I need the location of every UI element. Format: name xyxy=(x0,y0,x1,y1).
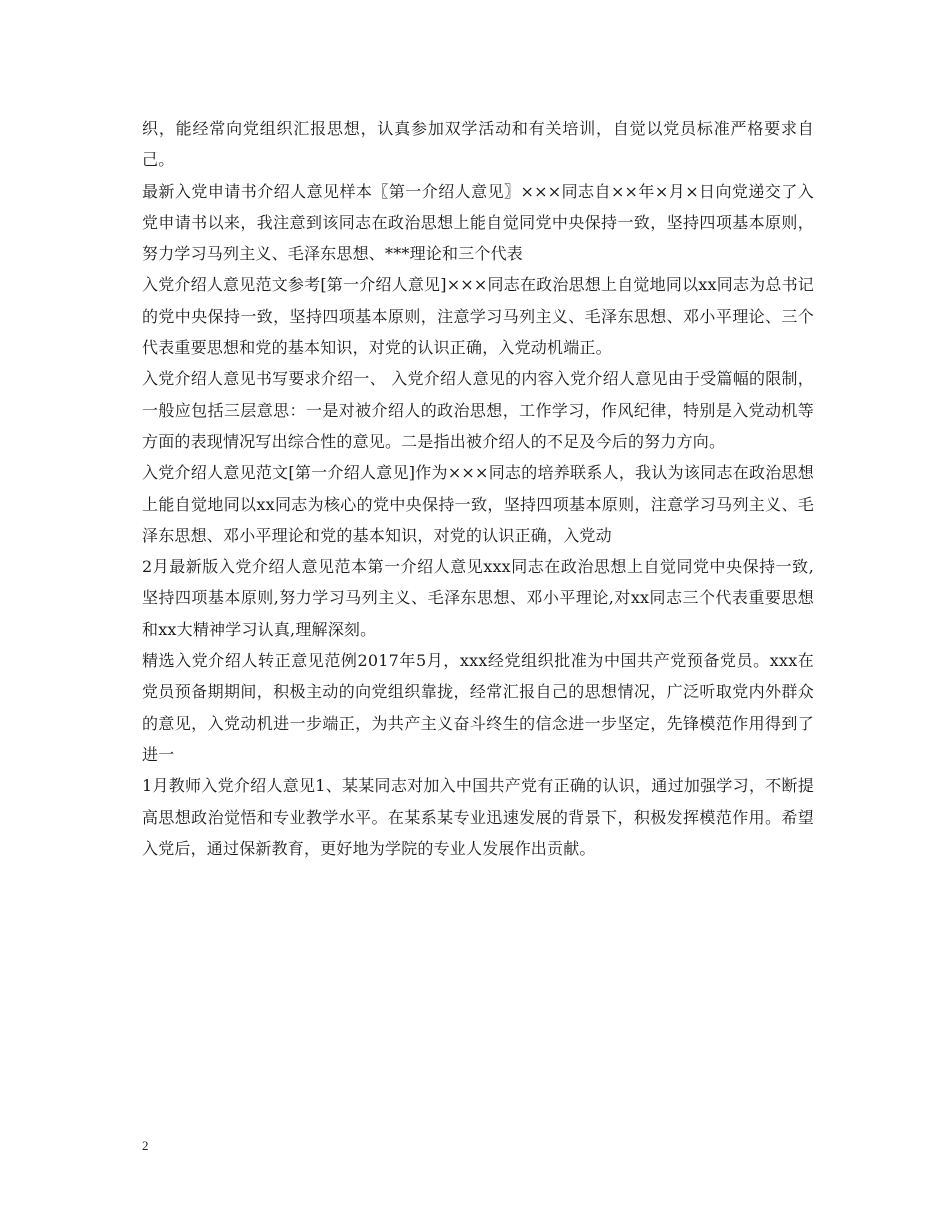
page-number: 2 xyxy=(142,1138,149,1153)
paragraph-1: 织，能经常向党组织汇报思想，认真参加双学活动和有关培训，自觉以党员标准严格要求自己。 xyxy=(142,119,814,170)
paragraph-4: 入党介绍人意见书写要求介绍一、 入党介绍人意见的内容入党介绍人意见由于受篇幅的限制，一般应包括三层意思：一是对被介绍人的政治思想，工作学习，作风纪律，特别是入党动机等方面的表现情况写出综合性的意见。二是指出被介绍人的不足及今后的努力方向。 xyxy=(142,369,814,451)
paragraph-6: 2月最新版入党介绍人意见范本第一介绍人意见xxx同志在政治思想上自觉同党中央保持一致,坚持四项基本原则,努力学习马列主义、毛泽东思想、邓小平理论,对xx同志三个代表重要思想和xx大精神学习认真,理解深刻。 xyxy=(142,557,814,639)
document-body xyxy=(142,113,814,864)
paragraph-5: 入党介绍人意见范文[第一介绍人意见]作为×××同志的培养联系人，我认为该同志在政治思想上能自觉地同以xx同志为核心的党中央保持一致，坚持四项基本原则，注意学习马列主义、毛泽东思想、邓小平理论和党的基本知识，对党的认识正确，入党动 xyxy=(142,463,814,545)
paragraph-2: 最新入党申请书介绍人意见样本〖第一介绍人意见〗×××同志自××年×月×日向党递交了入党申请书以来，我注意到该同志在政治思想上能自觉同党中央保持一致，坚持四项基本原则，努力学习马列主义、毛泽东思想、***理论和三个代表 xyxy=(142,181,814,264)
paragraph-7: 精选入党介绍人转正意见范例2017年5月，xxx经党组织批准为中国共产党预备党员。xxx在党员预备期期间，积极主动的向党组织靠拢，经常汇报自己的思想情况，广泛听取党内外群众的意见，入党动机进一步端正，为共产主义奋斗终生的信念进一步坚定，先锋模范作用得到了进一 xyxy=(142,651,814,764)
paragraph-8: 1月教师入党介绍人意见1、某某同志对加入中国共产党有正确的认识，通过加强学习，不断提高思想政治觉悟和专业教学水平。在某系某专业迅速发展的背景下，积极发挥模范作用。希望入党后，通过保新教育，更好地为学院的专业人发展作出贡献。 xyxy=(142,776,814,858)
paragraph-3: 入党介绍人意见范文参考[第一介绍人意见]×××同志在政治思想上自觉地同以xx同志为总书记的党中央保持一致，坚持四项基本原则，注意学习马列主义、毛泽东思想、邓小平理论、三个代表重要思想和党的基本知识，对党的认识正确，入党动机端正。 xyxy=(142,275,814,358)
